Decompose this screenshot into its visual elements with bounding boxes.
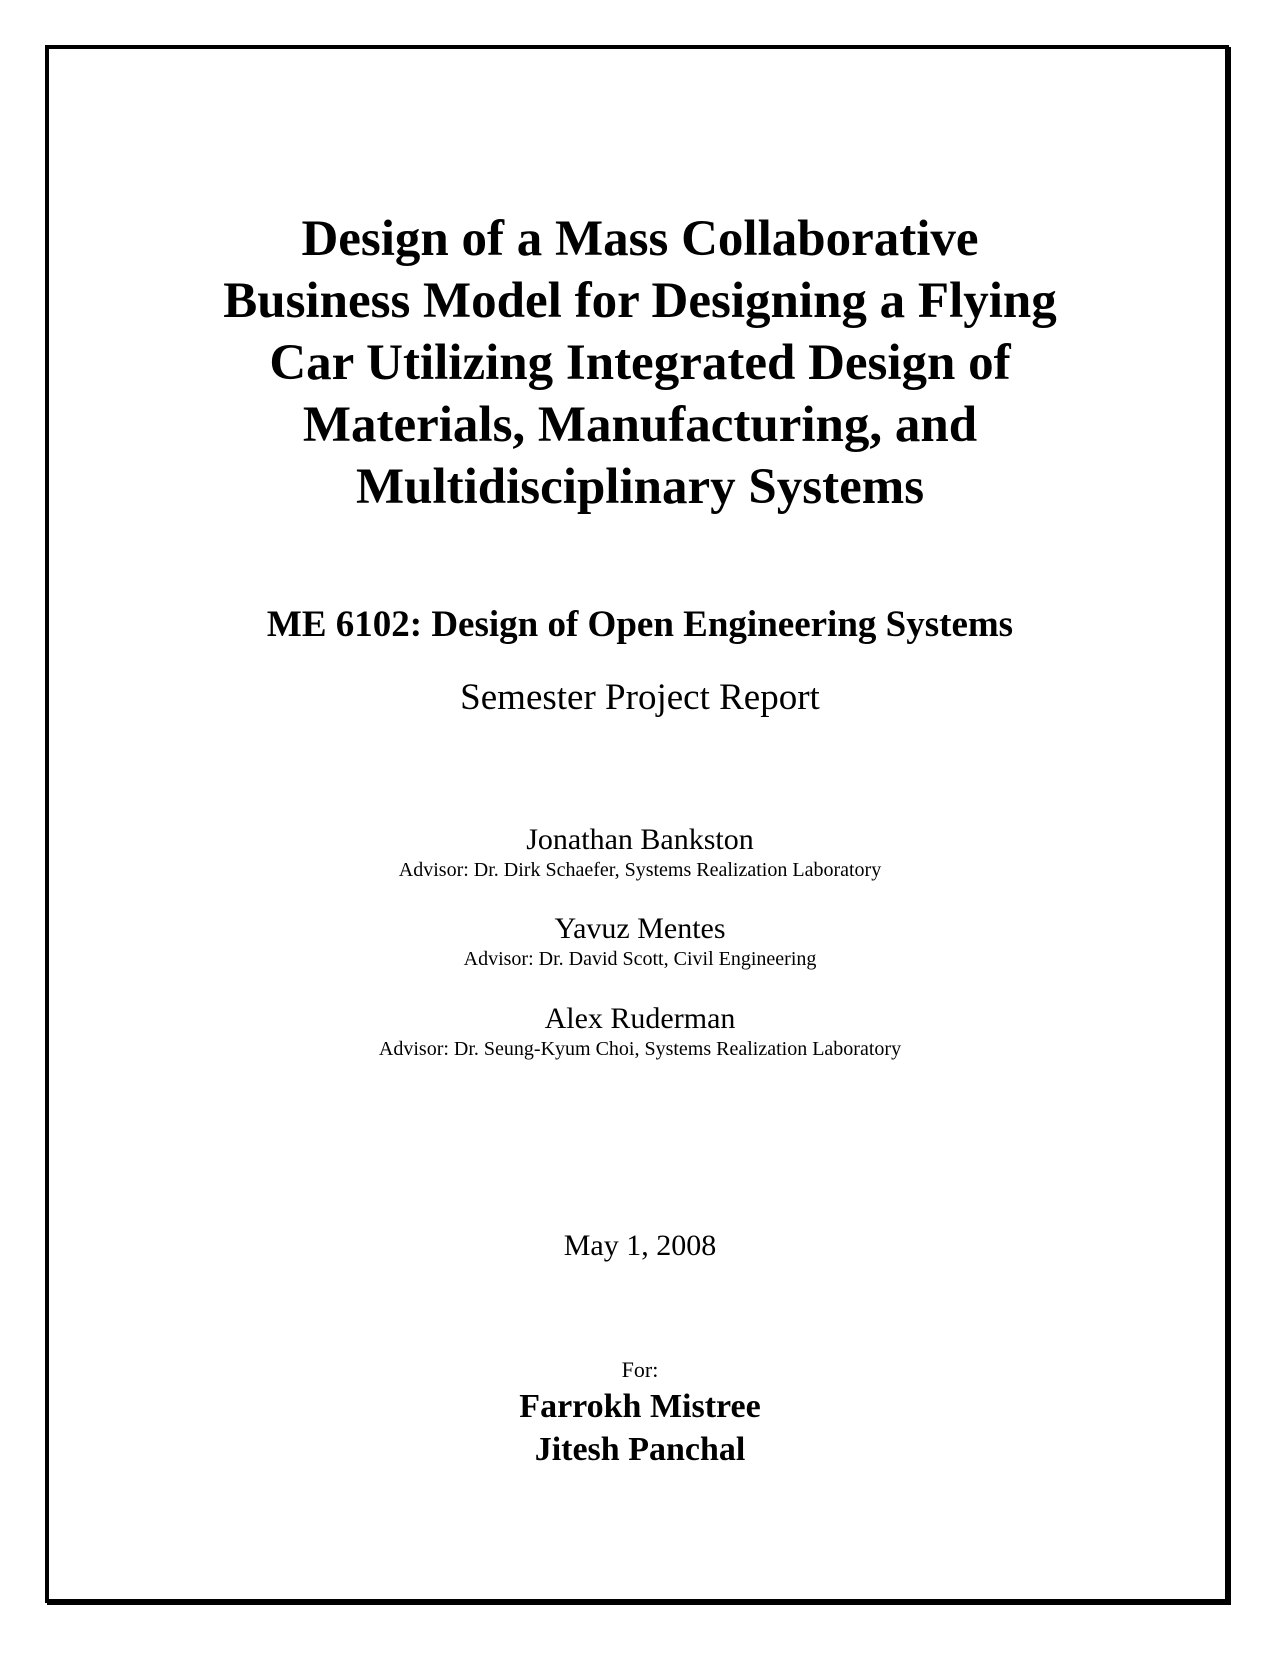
- report-date: May 1, 2008: [563, 1229, 717, 1262]
- author-name: Alex Ruderman: [544, 1002, 736, 1035]
- author-block: [0, 823, 1280, 883]
- recipient-name: Jitesh Panchal: [534, 1431, 746, 1468]
- report-type: Semester Project Report: [460, 677, 820, 718]
- title-line: Car Utilizing Integrated Design of: [269, 335, 1011, 391]
- recipient-name: Farrokh Mistree: [519, 1388, 761, 1425]
- title-line: Materials, Manufacturing, and: [302, 397, 978, 453]
- course-heading: ME 6102: Design of Open Engineering Systems: [266, 604, 1014, 645]
- author-block: [0, 1002, 1280, 1062]
- author-advisor: Advisor: Dr. Dirk Schaefer, Systems Realization Laboratory: [398, 859, 882, 881]
- recipients: [0, 1385, 1280, 1471]
- author-advisor: Advisor: Dr. Seung-Kyum Choi, Systems Realization Laboratory: [378, 1038, 902, 1060]
- title-line: Multidisciplinary Systems: [355, 459, 925, 515]
- author-name: Jonathan Bankston: [526, 823, 754, 856]
- author-name: Yavuz Mentes: [554, 912, 726, 945]
- title-line: Design of a Mass Collaborative: [301, 211, 979, 267]
- author-block: [0, 912, 1280, 972]
- for-label: For:: [621, 1357, 659, 1382]
- report-title: [0, 208, 1280, 518]
- title-line: Business Model for Designing a Flying: [223, 273, 1057, 329]
- author-advisor: Advisor: Dr. David Scott, Civil Engineering: [463, 948, 817, 970]
